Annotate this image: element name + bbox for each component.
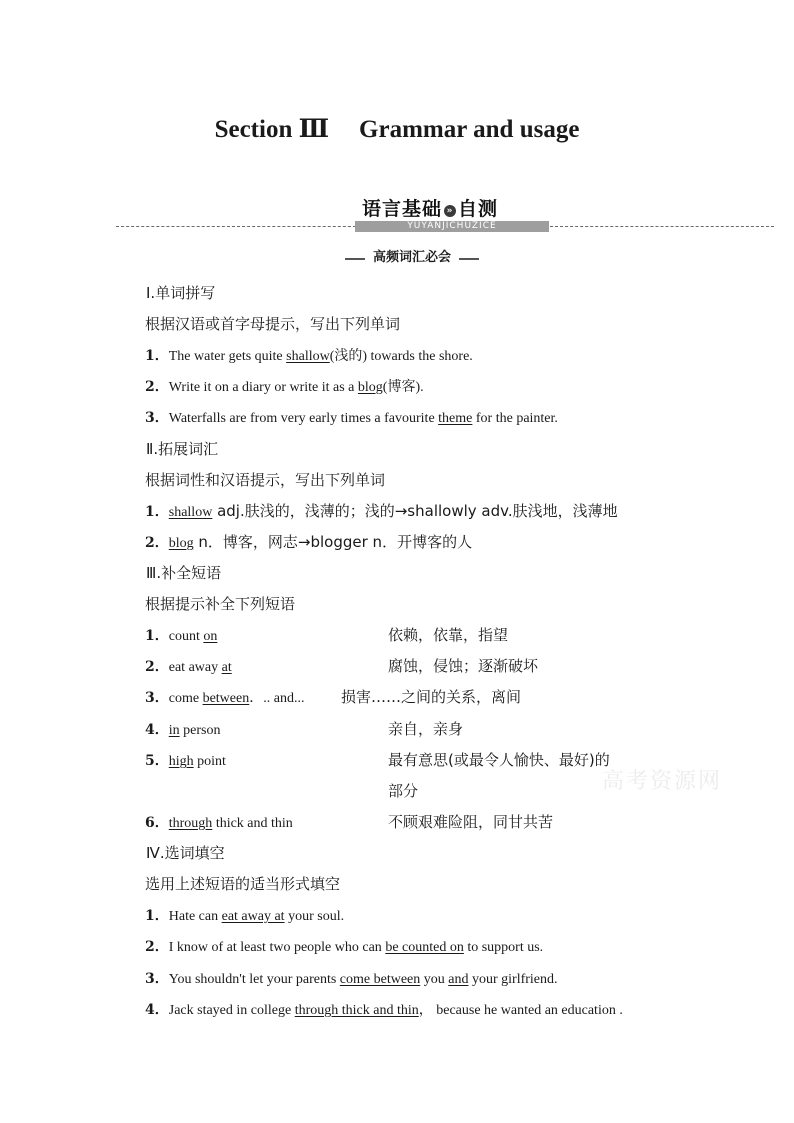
phrase-meaning: 依赖，依靠，指望 [388,626,509,644]
instruction: 根据提示补全下列短语 [145,595,296,613]
answer: and [448,972,469,987]
list-item: 1．The water gets quite shallow(浅的) towards the shore. [145,348,473,364]
phrase-item: 6．through thick and thin [145,815,293,831]
phrase-meaning: 亲自，亲身 [388,720,464,738]
phrase-item: 5．high point [145,753,226,769]
banner-pinyin: YUYANJICHUZICE [355,221,549,232]
list-item: 2．blog n．博客，网志→blogger n．开博客的人 [145,533,473,551]
phrase-item: 3．come between．.. and... [145,690,305,706]
answer: high [168,754,194,769]
section-heading: Ⅰ.单词拼写 [146,284,216,302]
phrase-meaning: 不顾艰难险阻，同甘共苦 [388,813,554,831]
phrase-item: 1．count on [145,628,218,644]
banner-divider-right [550,226,774,227]
answer: at [221,660,232,675]
subsection-badge: 高频词汇必会 [345,250,479,266]
answer: shallow [168,505,213,520]
section-heading: Ⅱ.拓展词汇 [146,440,219,458]
answer: come between [339,972,421,987]
answer: eat away at [221,909,285,924]
instruction: 根据汉语或首字母提示，写出下列单词 [145,315,401,333]
banner-divider-left [116,226,361,227]
answer: theme [438,411,473,426]
phrase-meaning: 最有意思(或最令人愉快、最好)的 [388,751,610,769]
list-item: 2．I know of at least two people who can be counted on to support us. [145,939,544,955]
section-heading: Ⅲ.补全短语 [146,564,222,582]
phrase-item: 2．eat away at [145,659,232,675]
answer: through thick and thin [294,1003,419,1018]
list-item: 2．Write it on a diary or write it as a blog(博客). [145,379,424,395]
section-heading: Ⅳ.选词填空 [146,844,225,862]
list-item: 4．Jack stayed in college through thick and thin， because he wanted an education . [145,1002,623,1018]
instruction: 根据词性和汉语提示，写出下列单词 [145,471,386,489]
list-item: 3．Waterfalls are from very early times a favourite theme for the painter. [145,410,558,426]
watermark: 高考资源网 [602,769,723,794]
answer: blog [168,536,194,551]
arrow-icon: » [444,205,456,217]
list-item: 1．Hate can eat away at your soul. [145,908,345,924]
answer: be counted on [385,940,464,955]
answer: blog [357,380,383,395]
answer: on [203,629,218,644]
section-banner: 语言基础 » 自测 [362,198,499,220]
phrase-meaning: 腐蚀，侵蚀；逐渐破坏 [388,657,539,675]
answer: between [202,691,250,706]
phrase-meaning-cont: 部分 [388,782,419,800]
answer: shallow [286,349,330,364]
page-title: Section Ⅲ Grammar and usage [214,116,580,143]
answer: through [168,816,213,831]
answer: in [168,723,180,738]
phrase-meaning: 损害……之间的关系，离间 [341,688,522,706]
list-item: 3．You shouldn't let your parents come between you and your girlfriend. [145,971,558,987]
instruction: 选用上述短语的适当形式填空 [145,875,341,893]
phrase-item: 4．in person [145,722,221,738]
list-item: 1．shallow adj.肤浅的，浅薄的；浅的→shallowly adv.肤浅地，浅薄地 [145,502,618,520]
